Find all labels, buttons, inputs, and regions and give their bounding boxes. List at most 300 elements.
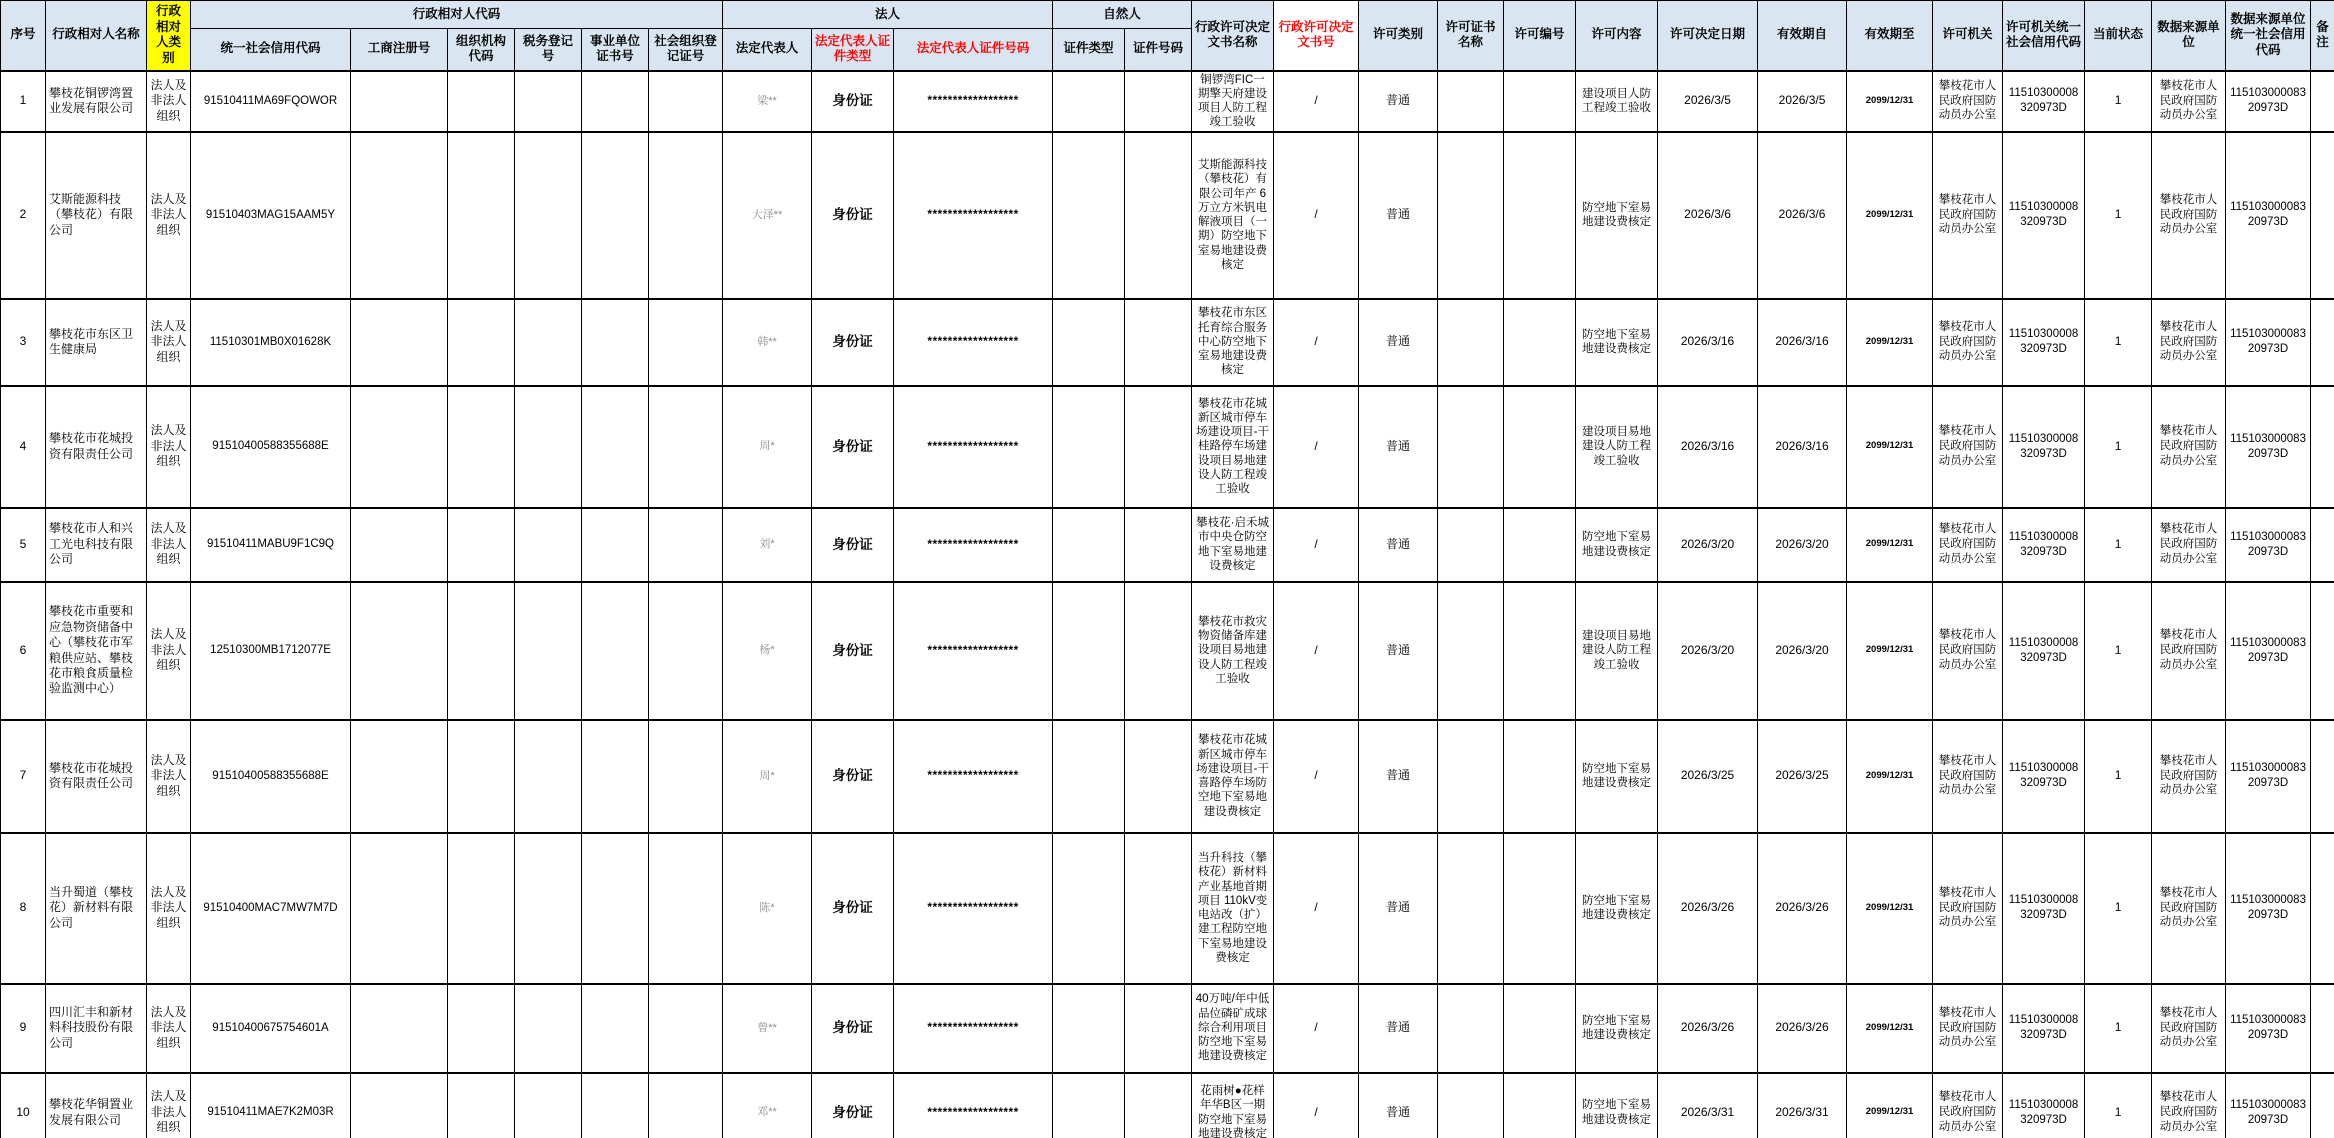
cell-business-reg[interactable]: [351, 582, 448, 720]
cell-nat-cert-type[interactable]: [1053, 386, 1125, 508]
header-license-cert-name[interactable]: 许可证书名称: [1438, 1, 1504, 71]
cell-decision-date[interactable]: 2026/3/20: [1658, 582, 1758, 720]
cell-seq[interactable]: 4: [1, 386, 46, 508]
cell-business-reg[interactable]: [351, 984, 448, 1073]
header-valid-to[interactable]: 有效期至: [1847, 1, 1933, 71]
cell-valid-from[interactable]: 2026/3/26: [1758, 833, 1847, 984]
cell-doc-no[interactable]: /: [1274, 582, 1359, 720]
cell-source-unit[interactable]: 攀枝花市人民政府国防动员办公室: [2152, 833, 2226, 984]
cell-cert-no[interactable]: ******************: [894, 833, 1053, 984]
cell-license-no[interactable]: [1504, 71, 1576, 132]
cell-business-reg[interactable]: [351, 386, 448, 508]
header-nat-cert-no[interactable]: 证件号码: [1125, 29, 1192, 71]
cell-uscc[interactable]: 91510403MAG15AAM5Y: [191, 132, 351, 299]
cell-seq[interactable]: 9: [1, 984, 46, 1073]
cell-tax-reg[interactable]: [515, 508, 582, 582]
header-license-category[interactable]: 许可类别: [1359, 1, 1438, 71]
cell-source-unit[interactable]: 攀枝花市人民政府国防动员办公室: [2152, 71, 2226, 132]
cell-license-content[interactable]: 建设项目易地建设人防工程竣工验收: [1576, 582, 1658, 720]
cell-license-no[interactable]: [1504, 720, 1576, 833]
cell-name[interactable]: 攀枝花市花城投资有限责任公司: [46, 386, 147, 508]
cell-remark[interactable]: [2311, 1073, 2334, 1138]
cell-license-content[interactable]: 防空地下室易地建设费核定: [1576, 833, 1658, 984]
cell-valid-to[interactable]: 2099/12/31: [1847, 508, 1933, 582]
header-license-content[interactable]: 许可内容: [1576, 1, 1658, 71]
cell-remark[interactable]: [2311, 508, 2334, 582]
cell-license-cert-name[interactable]: [1438, 720, 1504, 833]
cell-valid-from[interactable]: 2026/3/20: [1758, 582, 1847, 720]
cell-business-reg[interactable]: [351, 720, 448, 833]
cell-doc-no[interactable]: /: [1274, 1073, 1359, 1138]
cell-org-code[interactable]: [448, 299, 515, 386]
header-group-legal[interactable]: 法人: [723, 1, 1053, 29]
header-name[interactable]: 行政相对人名称: [46, 1, 147, 71]
cell-nat-cert-no[interactable]: [1125, 299, 1192, 386]
cell-legal-rep[interactable]: 梁**: [723, 71, 812, 132]
header-nat-cert-type[interactable]: 证件类型: [1053, 29, 1125, 71]
cell-business-reg[interactable]: [351, 299, 448, 386]
cell-license-no[interactable]: [1504, 132, 1576, 299]
cell-status[interactable]: 1: [2085, 508, 2152, 582]
cell-source-unit[interactable]: 攀枝花市人民政府国防动员办公室: [2152, 582, 2226, 720]
cell-source-unit[interactable]: 攀枝花市人民政府国防动员办公室: [2152, 1073, 2226, 1138]
cell-nat-cert-no[interactable]: [1125, 1073, 1192, 1138]
cell-category[interactable]: 法人及非法人组织: [147, 984, 191, 1073]
cell-institution-cert[interactable]: [582, 299, 649, 386]
cell-valid-from[interactable]: 2026/3/16: [1758, 299, 1847, 386]
cell-legal-rep[interactable]: 周*: [723, 386, 812, 508]
cell-authority[interactable]: 攀枝花市人民政府国防动员办公室: [1933, 508, 2003, 582]
cell-valid-to[interactable]: 2099/12/31: [1847, 132, 1933, 299]
cell-valid-from[interactable]: 2026/3/26: [1758, 984, 1847, 1073]
cell-cert-type[interactable]: 身份证: [812, 833, 894, 984]
cell-org-code[interactable]: [448, 1073, 515, 1138]
cell-cert-type[interactable]: 身份证: [812, 720, 894, 833]
cell-authority-uscc[interactable]: 11510300008320973D: [2003, 386, 2085, 508]
cell-source-unit-uscc[interactable]: 11510300008320973D: [2226, 299, 2311, 386]
cell-license-no[interactable]: [1504, 1073, 1576, 1138]
cell-social-org-reg[interactable]: [649, 386, 723, 508]
header-valid-from[interactable]: 有效期自: [1758, 1, 1847, 71]
cell-business-reg[interactable]: [351, 508, 448, 582]
cell-tax-reg[interactable]: [515, 1073, 582, 1138]
cell-seq[interactable]: 1: [1, 71, 46, 132]
cell-nat-cert-type[interactable]: [1053, 508, 1125, 582]
header-legal-rep[interactable]: 法定代表人: [723, 29, 812, 71]
cell-business-reg[interactable]: [351, 71, 448, 132]
cell-license-content[interactable]: 防空地下室易地建设费核定: [1576, 984, 1658, 1073]
cell-valid-from[interactable]: 2026/3/25: [1758, 720, 1847, 833]
cell-name[interactable]: 攀枝花市人和兴工光电科技有限公司: [46, 508, 147, 582]
cell-license-category[interactable]: 普通: [1359, 833, 1438, 984]
cell-institution-cert[interactable]: [582, 720, 649, 833]
cell-name[interactable]: 攀枝花铜锣湾置业发展有限公司: [46, 71, 147, 132]
cell-legal-rep[interactable]: 杨*: [723, 582, 812, 720]
cell-seq[interactable]: 7: [1, 720, 46, 833]
cell-decision-date[interactable]: 2026/3/5: [1658, 71, 1758, 132]
cell-cert-type[interactable]: 身份证: [812, 132, 894, 299]
cell-seq[interactable]: 8: [1, 833, 46, 984]
cell-legal-rep[interactable]: 周*: [723, 720, 812, 833]
cell-social-org-reg[interactable]: [649, 299, 723, 386]
cell-license-category[interactable]: 普通: [1359, 508, 1438, 582]
cell-org-code[interactable]: [448, 720, 515, 833]
cell-source-unit-uscc[interactable]: 11510300008320973D: [2226, 833, 2311, 984]
cell-cert-type[interactable]: 身份证: [812, 1073, 894, 1138]
cell-cert-no[interactable]: ******************: [894, 582, 1053, 720]
cell-authority-uscc[interactable]: 11510300008320973D: [2003, 299, 2085, 386]
cell-valid-to[interactable]: 2099/12/31: [1847, 386, 1933, 508]
cell-license-cert-name[interactable]: [1438, 386, 1504, 508]
header-authority-uscc[interactable]: 许可机关统一社会信用代码: [2003, 1, 2085, 71]
cell-source-unit[interactable]: 攀枝花市人民政府国防动员办公室: [2152, 984, 2226, 1073]
cell-doc-name[interactable]: 当升科技（攀枝花）新材料产业基地首期项目 110kV变电站改（扩）建工程防空地下室易地建设费核定: [1192, 833, 1274, 984]
cell-license-category[interactable]: 普通: [1359, 984, 1438, 1073]
cell-remark[interactable]: [2311, 132, 2334, 299]
cell-social-org-reg[interactable]: [649, 508, 723, 582]
cell-valid-to[interactable]: 2099/12/31: [1847, 1073, 1933, 1138]
cell-status[interactable]: 1: [2085, 1073, 2152, 1138]
cell-seq[interactable]: 10: [1, 1073, 46, 1138]
cell-doc-no[interactable]: /: [1274, 386, 1359, 508]
cell-doc-no[interactable]: /: [1274, 132, 1359, 299]
cell-tax-reg[interactable]: [515, 720, 582, 833]
cell-name[interactable]: 攀枝花市花城投资有限责任公司: [46, 720, 147, 833]
cell-license-no[interactable]: [1504, 833, 1576, 984]
cell-authority[interactable]: 攀枝花市人民政府国防动员办公室: [1933, 720, 2003, 833]
cell-valid-from[interactable]: 2026/3/20: [1758, 508, 1847, 582]
cell-authority-uscc[interactable]: 11510300008320973D: [2003, 508, 2085, 582]
cell-org-code[interactable]: [448, 386, 515, 508]
cell-valid-from[interactable]: 2026/3/16: [1758, 386, 1847, 508]
cell-source-unit[interactable]: 攀枝花市人民政府国防动员办公室: [2152, 386, 2226, 508]
cell-doc-no[interactable]: /: [1274, 720, 1359, 833]
cell-nat-cert-type[interactable]: [1053, 720, 1125, 833]
header-uscc[interactable]: 统一社会信用代码: [191, 29, 351, 71]
cell-uscc[interactable]: 91510411MABU9F1C9Q: [191, 508, 351, 582]
cell-source-unit-uscc[interactable]: 11510300008320973D: [2226, 132, 2311, 299]
cell-nat-cert-no[interactable]: [1125, 386, 1192, 508]
cell-license-content[interactable]: 建设项目易地建设人防工程竣工验收: [1576, 386, 1658, 508]
cell-status[interactable]: 1: [2085, 984, 2152, 1073]
cell-category[interactable]: 法人及非法人组织: [147, 299, 191, 386]
cell-remark[interactable]: [2311, 71, 2334, 132]
cell-nat-cert-type[interactable]: [1053, 582, 1125, 720]
cell-category[interactable]: 法人及非法人组织: [147, 71, 191, 132]
cell-name[interactable]: 攀枝花市重要和应急物资储备中心（攀枝花市军粮供应站、攀枝花市粮食质量检验监测中心）: [46, 582, 147, 720]
cell-cert-type[interactable]: 身份证: [812, 582, 894, 720]
cell-nat-cert-type[interactable]: [1053, 984, 1125, 1073]
cell-uscc[interactable]: 91510400675754601A: [191, 984, 351, 1073]
cell-license-cert-name[interactable]: [1438, 508, 1504, 582]
cell-nat-cert-type[interactable]: [1053, 1073, 1125, 1138]
cell-cert-no[interactable]: ******************: [894, 720, 1053, 833]
cell-status[interactable]: 1: [2085, 833, 2152, 984]
cell-nat-cert-type[interactable]: [1053, 833, 1125, 984]
cell-license-cert-name[interactable]: [1438, 582, 1504, 720]
header-group-code[interactable]: 行政相对人代码: [191, 1, 723, 29]
cell-institution-cert[interactable]: [582, 833, 649, 984]
cell-decision-date[interactable]: 2026/3/16: [1658, 386, 1758, 508]
cell-license-no[interactable]: [1504, 582, 1576, 720]
cell-doc-no[interactable]: /: [1274, 984, 1359, 1073]
cell-source-unit-uscc[interactable]: 11510300008320973D: [2226, 386, 2311, 508]
cell-decision-date[interactable]: 2026/3/26: [1658, 833, 1758, 984]
cell-license-category[interactable]: 普通: [1359, 132, 1438, 299]
cell-decision-date[interactable]: 2026/3/20: [1658, 508, 1758, 582]
header-source-unit-uscc[interactable]: 数据来源单位统一社会信用代码: [2226, 1, 2311, 71]
cell-doc-no[interactable]: /: [1274, 299, 1359, 386]
cell-authority[interactable]: 攀枝花市人民政府国防动员办公室: [1933, 71, 2003, 132]
cell-cert-no[interactable]: ******************: [894, 132, 1053, 299]
cell-valid-to[interactable]: 2099/12/31: [1847, 71, 1933, 132]
cell-source-unit[interactable]: 攀枝花市人民政府国防动员办公室: [2152, 132, 2226, 299]
cell-cert-no[interactable]: ******************: [894, 508, 1053, 582]
cell-authority[interactable]: 攀枝花市人民政府国防动员办公室: [1933, 833, 2003, 984]
cell-remark[interactable]: [2311, 984, 2334, 1073]
cell-cert-type[interactable]: 身份证: [812, 71, 894, 132]
cell-name[interactable]: 攀枝花华铜置业发展有限公司: [46, 1073, 147, 1138]
cell-doc-name[interactable]: 艾斯能源科技（攀枝花）有限公司年产 6 万立方米钒电解液项目（一期）防空地下室易地建设费核定: [1192, 132, 1274, 299]
header-seq[interactable]: 序号: [1, 1, 46, 71]
cell-social-org-reg[interactable]: [649, 1073, 723, 1138]
cell-uscc[interactable]: 91510400MAC7MW7M7D: [191, 833, 351, 984]
cell-decision-date[interactable]: 2026/3/25: [1658, 720, 1758, 833]
cell-uscc[interactable]: 91510411MAE7K2M03R: [191, 1073, 351, 1138]
cell-category[interactable]: 法人及非法人组织: [147, 132, 191, 299]
cell-source-unit-uscc[interactable]: 11510300008320973D: [2226, 1073, 2311, 1138]
cell-license-no[interactable]: [1504, 386, 1576, 508]
cell-valid-to[interactable]: 2099/12/31: [1847, 833, 1933, 984]
cell-decision-date[interactable]: 2026/3/16: [1658, 299, 1758, 386]
cell-cert-no[interactable]: ******************: [894, 386, 1053, 508]
cell-tax-reg[interactable]: [515, 71, 582, 132]
cell-license-category[interactable]: 普通: [1359, 582, 1438, 720]
header-group-natural[interactable]: 自然人: [1053, 1, 1192, 29]
cell-nat-cert-type[interactable]: [1053, 299, 1125, 386]
cell-seq[interactable]: 3: [1, 299, 46, 386]
cell-org-code[interactable]: [448, 984, 515, 1073]
cell-uscc[interactable]: 91510411MA69FQOWOR: [191, 71, 351, 132]
cell-cert-type[interactable]: 身份证: [812, 299, 894, 386]
header-doc-no[interactable]: 行政许可决定文书号: [1274, 1, 1359, 71]
cell-tax-reg[interactable]: [515, 386, 582, 508]
cell-license-category[interactable]: 普通: [1359, 1073, 1438, 1138]
cell-source-unit-uscc[interactable]: 11510300008320973D: [2226, 984, 2311, 1073]
cell-license-category[interactable]: 普通: [1359, 299, 1438, 386]
cell-remark[interactable]: [2311, 386, 2334, 508]
cell-social-org-reg[interactable]: [649, 833, 723, 984]
cell-institution-cert[interactable]: [582, 582, 649, 720]
cell-authority[interactable]: 攀枝花市人民政府国防动员办公室: [1933, 984, 2003, 1073]
cell-valid-to[interactable]: 2099/12/31: [1847, 984, 1933, 1073]
header-institution-cert[interactable]: 事业单位证书号: [582, 29, 649, 71]
header-remark[interactable]: 备注: [2311, 1, 2334, 71]
cell-license-cert-name[interactable]: [1438, 299, 1504, 386]
cell-uscc[interactable]: 11510301MB0X01628K: [191, 299, 351, 386]
cell-doc-name[interactable]: 铜锣湾FIC一期擎天府建设项目人防工程竣工验收: [1192, 71, 1274, 132]
cell-doc-name[interactable]: 花雨树●花样年华B区一期防空地下室易地建设费核定: [1192, 1073, 1274, 1138]
header-status[interactable]: 当前状态: [2085, 1, 2152, 71]
cell-business-reg[interactable]: [351, 132, 448, 299]
cell-remark[interactable]: [2311, 833, 2334, 984]
cell-nat-cert-no[interactable]: [1125, 984, 1192, 1073]
cell-license-content[interactable]: 防空地下室易地建设费核定: [1576, 1073, 1658, 1138]
header-doc-name[interactable]: 行政许可决定文书名称: [1192, 1, 1274, 71]
cell-license-category[interactable]: 普通: [1359, 71, 1438, 132]
header-social-org-reg[interactable]: 社会组织登记证号: [649, 29, 723, 71]
header-tax-reg[interactable]: 税务登记号: [515, 29, 582, 71]
cell-source-unit-uscc[interactable]: 11510300008320973D: [2226, 720, 2311, 833]
cell-name[interactable]: 攀枝花市东区卫生健康局: [46, 299, 147, 386]
cell-business-reg[interactable]: [351, 833, 448, 984]
header-org-code[interactable]: 组织机构代码: [448, 29, 515, 71]
cell-valid-from[interactable]: 2026/3/5: [1758, 71, 1847, 132]
header-authority[interactable]: 许可机关: [1933, 1, 2003, 71]
cell-cert-no[interactable]: ******************: [894, 299, 1053, 386]
cell-decision-date[interactable]: 2026/3/6: [1658, 132, 1758, 299]
cell-name[interactable]: 艾斯能源科技（攀枝花）有限公司: [46, 132, 147, 299]
cell-remark[interactable]: [2311, 720, 2334, 833]
cell-institution-cert[interactable]: [582, 1073, 649, 1138]
cell-social-org-reg[interactable]: [649, 582, 723, 720]
cell-legal-rep[interactable]: 曾**: [723, 984, 812, 1073]
cell-institution-cert[interactable]: [582, 132, 649, 299]
cell-nat-cert-type[interactable]: [1053, 132, 1125, 299]
cell-authority-uscc[interactable]: 11510300008320973D: [2003, 132, 2085, 299]
cell-legal-rep[interactable]: 邓**: [723, 1073, 812, 1138]
cell-nat-cert-no[interactable]: [1125, 132, 1192, 299]
header-source-unit[interactable]: 数据来源单位: [2152, 1, 2226, 71]
cell-doc-name[interactable]: 攀枝花市救灾物资储备库建设项目易地建设人防工程竣工验收: [1192, 582, 1274, 720]
cell-license-category[interactable]: 普通: [1359, 720, 1438, 833]
header-category[interactable]: 行政相对人类别: [147, 1, 191, 71]
cell-nat-cert-type[interactable]: [1053, 71, 1125, 132]
cell-status[interactable]: 1: [2085, 386, 2152, 508]
header-decision-date[interactable]: 许可决定日期: [1658, 1, 1758, 71]
cell-authority[interactable]: 攀枝花市人民政府国防动员办公室: [1933, 386, 2003, 508]
cell-business-reg[interactable]: [351, 1073, 448, 1138]
cell-license-no[interactable]: [1504, 984, 1576, 1073]
cell-institution-cert[interactable]: [582, 984, 649, 1073]
cell-valid-to[interactable]: 2099/12/31: [1847, 720, 1933, 833]
cell-uscc[interactable]: 91510400588355688E: [191, 720, 351, 833]
cell-doc-name[interactable]: 攀枝花市花城新区城市停车场建设项目-干喜路停车场防空地下室易地建设费核定: [1192, 720, 1274, 833]
cell-name[interactable]: 四川汇丰和新材料科技股份有限公司: [46, 984, 147, 1073]
cell-org-code[interactable]: [448, 508, 515, 582]
cell-institution-cert[interactable]: [582, 71, 649, 132]
cell-license-content[interactable]: 防空地下室易地建设费核定: [1576, 508, 1658, 582]
cell-doc-name[interactable]: 40万吨/年中低品位磷矿成球综合利用项目防空地下室易地建设费核定: [1192, 984, 1274, 1073]
cell-authority-uscc[interactable]: 11510300008320973D: [2003, 71, 2085, 132]
cell-org-code[interactable]: [448, 132, 515, 299]
cell-org-code[interactable]: [448, 582, 515, 720]
cell-legal-rep[interactable]: 大泽**: [723, 132, 812, 299]
cell-doc-name[interactable]: 攀枝花市东区托育综合服务中心防空地下室易地建设费核定: [1192, 299, 1274, 386]
cell-decision-date[interactable]: 2026/3/26: [1658, 984, 1758, 1073]
cell-authority[interactable]: 攀枝花市人民政府国防动员办公室: [1933, 582, 2003, 720]
cell-social-org-reg[interactable]: [649, 984, 723, 1073]
cell-tax-reg[interactable]: [515, 984, 582, 1073]
cell-authority[interactable]: 攀枝花市人民政府国防动员办公室: [1933, 299, 2003, 386]
cell-tax-reg[interactable]: [515, 132, 582, 299]
cell-legal-rep[interactable]: 刘*: [723, 508, 812, 582]
cell-org-code[interactable]: [448, 71, 515, 132]
cell-license-category[interactable]: 普通: [1359, 386, 1438, 508]
cell-nat-cert-no[interactable]: [1125, 71, 1192, 132]
cell-name[interactable]: 当升蜀道（攀枝花）新材料有限公司: [46, 833, 147, 984]
cell-source-unit-uscc[interactable]: 11510300008320973D: [2226, 508, 2311, 582]
cell-authority-uscc[interactable]: 11510300008320973D: [2003, 984, 2085, 1073]
cell-license-no[interactable]: [1504, 299, 1576, 386]
cell-category[interactable]: 法人及非法人组织: [147, 833, 191, 984]
cell-tax-reg[interactable]: [515, 582, 582, 720]
cell-authority[interactable]: 攀枝花市人民政府国防动员办公室: [1933, 132, 2003, 299]
cell-cert-type[interactable]: 身份证: [812, 386, 894, 508]
cell-source-unit[interactable]: 攀枝花市人民政府国防动员办公室: [2152, 299, 2226, 386]
cell-license-cert-name[interactable]: [1438, 833, 1504, 984]
cell-license-content[interactable]: 建设项目人防工程竣工验收: [1576, 71, 1658, 132]
cell-status[interactable]: 1: [2085, 132, 2152, 299]
cell-uscc[interactable]: 91510400588355688E: [191, 386, 351, 508]
cell-category[interactable]: 法人及非法人组织: [147, 720, 191, 833]
cell-status[interactable]: 1: [2085, 720, 2152, 833]
cell-cert-type[interactable]: 身份证: [812, 508, 894, 582]
cell-category[interactable]: 法人及非法人组织: [147, 386, 191, 508]
cell-authority-uscc[interactable]: 11510300008320973D: [2003, 833, 2085, 984]
header-legal-rep-cert-no[interactable]: 法定代表人证件号码: [894, 29, 1053, 71]
cell-authority-uscc[interactable]: 11510300008320973D: [2003, 582, 2085, 720]
header-legal-rep-cert-type[interactable]: 法定代表人证件类型: [812, 29, 894, 71]
cell-source-unit[interactable]: 攀枝花市人民政府国防动员办公室: [2152, 508, 2226, 582]
cell-doc-no[interactable]: /: [1274, 508, 1359, 582]
cell-legal-rep[interactable]: 韩**: [723, 299, 812, 386]
cell-doc-no[interactable]: /: [1274, 833, 1359, 984]
cell-remark[interactable]: [2311, 582, 2334, 720]
cell-seq[interactable]: 6: [1, 582, 46, 720]
cell-nat-cert-no[interactable]: [1125, 833, 1192, 984]
cell-license-no[interactable]: [1504, 508, 1576, 582]
cell-decision-date[interactable]: 2026/3/31: [1658, 1073, 1758, 1138]
cell-license-cert-name[interactable]: [1438, 132, 1504, 299]
cell-license-cert-name[interactable]: [1438, 71, 1504, 132]
cell-license-content[interactable]: 防空地下室易地建设费核定: [1576, 132, 1658, 299]
cell-org-code[interactable]: [448, 833, 515, 984]
header-license-no[interactable]: 许可编号: [1504, 1, 1576, 71]
header-business-reg[interactable]: 工商注册号: [351, 29, 448, 71]
cell-social-org-reg[interactable]: [649, 132, 723, 299]
cell-cert-no[interactable]: ******************: [894, 1073, 1053, 1138]
cell-doc-name[interactable]: 攀枝花市花城新区城市停车场建设项目-干桂路停车场建设项目易地建设人防工程竣工验收: [1192, 386, 1274, 508]
cell-category[interactable]: 法人及非法人组织: [147, 1073, 191, 1138]
cell-tax-reg[interactable]: [515, 833, 582, 984]
cell-status[interactable]: 1: [2085, 299, 2152, 386]
cell-cert-type[interactable]: 身份证: [812, 984, 894, 1073]
cell-status[interactable]: 1: [2085, 71, 2152, 132]
cell-authority-uscc[interactable]: 11510300008320973D: [2003, 720, 2085, 833]
cell-source-unit[interactable]: 攀枝花市人民政府国防动员办公室: [2152, 720, 2226, 833]
cell-license-content[interactable]: 防空地下室易地建设费核定: [1576, 720, 1658, 833]
cell-nat-cert-no[interactable]: [1125, 582, 1192, 720]
cell-social-org-reg[interactable]: [649, 71, 723, 132]
cell-license-cert-name[interactable]: [1438, 1073, 1504, 1138]
cell-tax-reg[interactable]: [515, 299, 582, 386]
cell-category[interactable]: 法人及非法人组织: [147, 582, 191, 720]
cell-nat-cert-no[interactable]: [1125, 508, 1192, 582]
cell-source-unit-uscc[interactable]: 11510300008320973D: [2226, 71, 2311, 132]
cell-valid-to[interactable]: 2099/12/31: [1847, 582, 1933, 720]
cell-license-cert-name[interactable]: [1438, 984, 1504, 1073]
